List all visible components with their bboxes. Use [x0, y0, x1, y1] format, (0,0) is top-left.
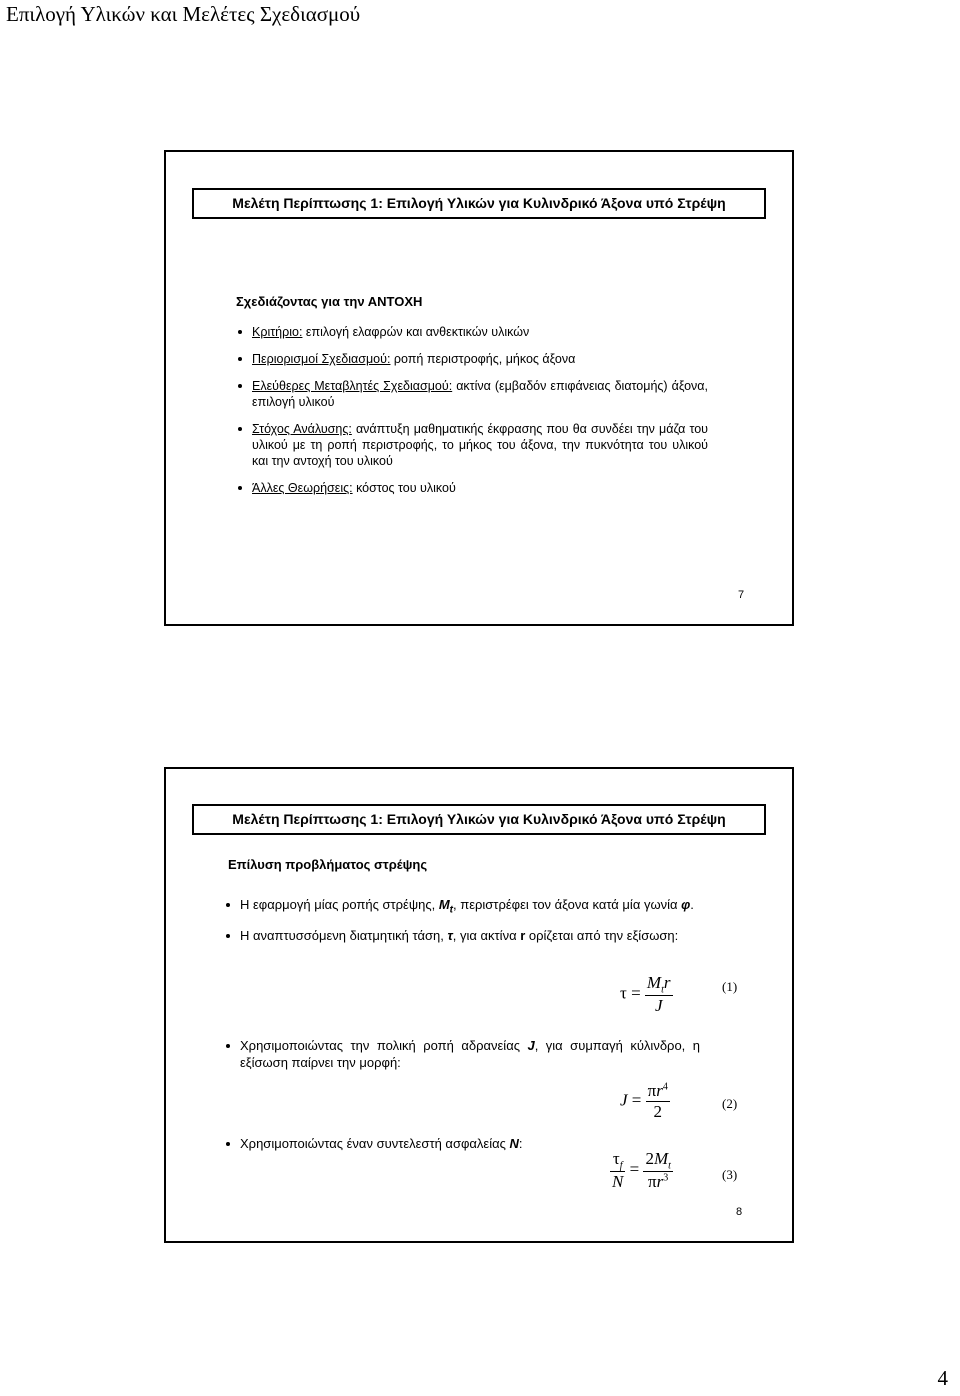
bullet-text: κόστος του υλικού: [352, 481, 456, 495]
text: , για ακτίνα: [452, 927, 521, 943]
bullet-text: ροπή περιστροφής, μήκος άξονα: [390, 352, 576, 366]
bullet-list: [224, 1037, 700, 1071]
list-item: [236, 378, 708, 410]
equation-2: J = $\frac{\pi r^4}{2}$: [620, 1081, 668, 1121]
bullet-text: επιλογή ελαφρών και ανθεκτικών υλικών: [302, 325, 530, 339]
equation-1: τ = $\frac{M_tr}{J}$: [620, 973, 671, 1016]
n-symbol: N: [509, 1136, 519, 1151]
text: , περιστρέφει τον άξονα κατά μία γωνία: [453, 897, 682, 912]
bullet-text: ανάπτυξη μαθηματικής έκφρασης που θα συνδέει την μάζα του υλικού με τη ροπή περιστροφής, το μήκος του άξονα, την πυκνότητα του υλικού και την αντοχή του υλικού: [252, 422, 708, 468]
j-symbol: J: [527, 1038, 535, 1053]
slide-number: 7: [738, 589, 745, 601]
bullet-list: [236, 324, 708, 507]
slide-number: 8: [736, 1206, 743, 1218]
text: ορίζεται από την εξίσωση:: [525, 927, 679, 943]
equation-3: $\frac{\tau_f}{N}$ = $\frac{2M_t}{\pi r^3}$: [612, 1149, 671, 1192]
text: :: [518, 1136, 523, 1151]
torque-subscript: t: [449, 904, 454, 916]
torque-symbol: M: [438, 897, 450, 912]
slide-title: Μελέτη Περίπτωσης 1: Επιλογή Υλικών για Κυλινδρικό Άξονα υπό Στρέψη: [192, 804, 766, 835]
list-item: [224, 896, 700, 919]
bullet-text: ακτίνα (εμβαδόν επιφάνειας διατομής) άξονα, επιλογή υλικού: [252, 379, 709, 409]
list-item: [236, 421, 708, 469]
list-item: [224, 927, 700, 944]
bullet-label: Στόχος Ανάλυσης:: [252, 422, 352, 436]
text: Η εφαρμογή μίας ροπής στρέψης,: [240, 897, 439, 912]
equation-number: (3): [722, 1167, 738, 1182]
list-item: [224, 1037, 700, 1071]
list-item: [236, 351, 708, 367]
list-item: [236, 480, 708, 496]
page-number: 4: [937, 1366, 948, 1390]
bullet-label: Περιορισμοί Σχεδιασμού:: [252, 352, 391, 366]
text: Χρησιμοποιώντας έναν συντελεστή ασφαλείας: [240, 1136, 510, 1151]
bullet-label: Κριτήριο:: [252, 325, 303, 339]
slide-8: [164, 767, 794, 1243]
equation-number: (2): [722, 1096, 738, 1111]
text: Χρησιμοποιώντας την πολική ροπή αδρανείας: [240, 1038, 528, 1053]
section-heading: Επίλυση προβλήματος στρέψης: [228, 857, 428, 872]
slide-7: [164, 150, 794, 626]
bullet-label: Ελεύθερες Μεταβλητές Σχεδιασμού:: [252, 379, 453, 393]
text: .: [690, 897, 694, 912]
bullet-list: [224, 896, 700, 944]
page-header: Επιλογή Υλικών και Μελέτες Σχεδιασμού: [6, 2, 361, 26]
bullet-label: Άλλες Θεωρήσεις:: [252, 481, 353, 495]
text: Η αναπτυσσόμενη διατμητική τάση,: [240, 927, 448, 943]
list-item: [236, 324, 708, 340]
radius-symbol: r: [520, 927, 526, 943]
text: , για συμπαγή κύλινδρο, η εξίσωση παίρνει την μορφή:: [240, 1038, 700, 1070]
equation-number: (1): [722, 979, 738, 994]
tau-symbol: τ: [447, 927, 453, 943]
section-heading: Σχεδιάζοντας για την ΑΝΤΟΧΗ: [236, 294, 423, 309]
slide-title: Μελέτη Περίπτωσης 1: Επιλογή Υλικών για Κυλινδρικό Άξονα υπό Στρέψη: [192, 188, 766, 219]
angle-symbol: φ: [681, 897, 691, 912]
